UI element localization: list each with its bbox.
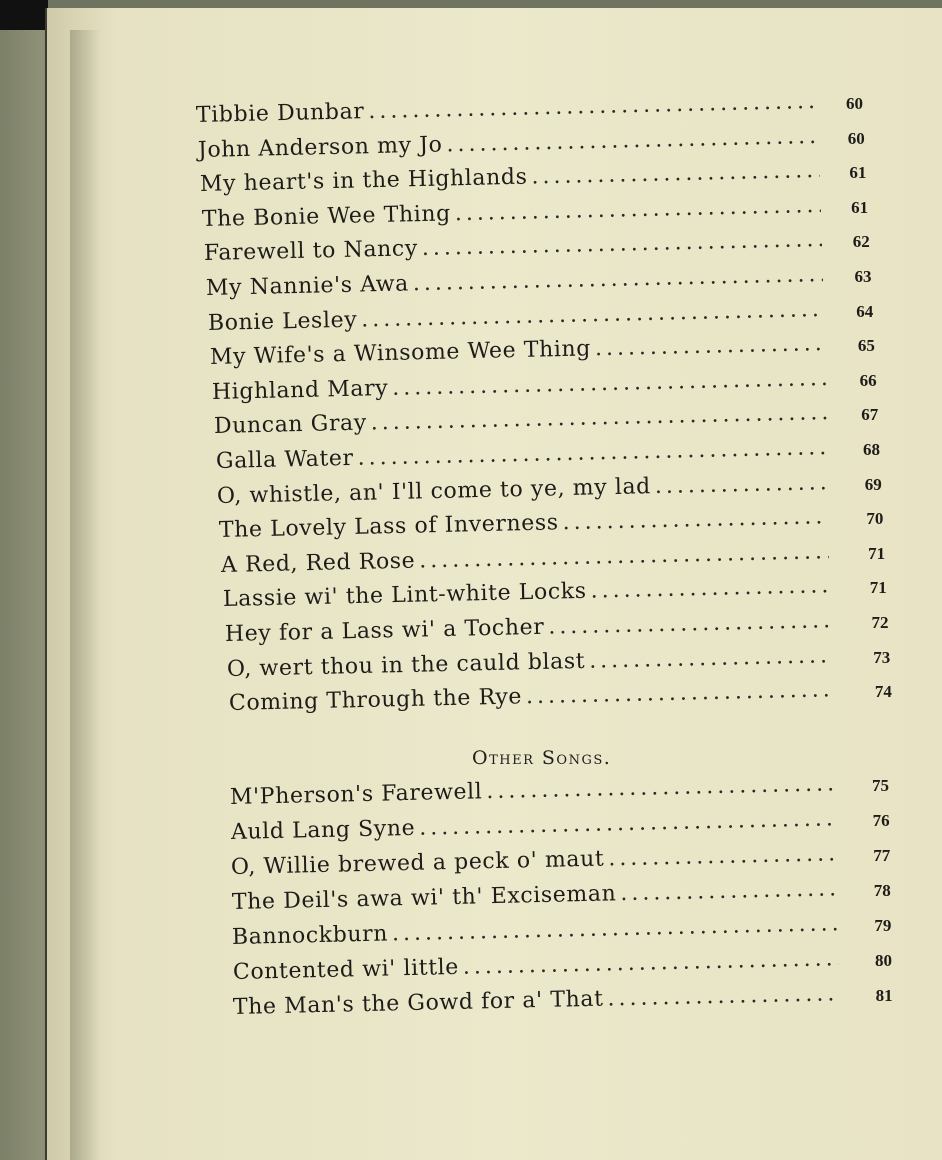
song-title: Tibbie Dunbar bbox=[195, 99, 365, 128]
song-title: My Nannie's Awa bbox=[205, 271, 409, 301]
song-title: My heart's in the Highlands bbox=[199, 164, 528, 198]
song-title: Bonie Lesley bbox=[207, 307, 358, 336]
song-title: My Wife's a Winsome Wee Thing bbox=[209, 336, 591, 371]
song-title: O, Willie brewed a peck o' maut bbox=[230, 846, 605, 880]
song-title: Lassie wi' the Lint-white Locks bbox=[223, 579, 588, 613]
leader-dots bbox=[608, 841, 838, 871]
song-title: John Anderson my Jo bbox=[197, 132, 443, 163]
page-number: 72 bbox=[871, 613, 889, 632]
song-title: O, whistle, an' I'll come to ye, my lad bbox=[217, 473, 652, 509]
page-number: 64 bbox=[856, 301, 874, 321]
song-title: Contented wi' little bbox=[232, 954, 459, 985]
song-title: M'Pherson's Farewell bbox=[229, 779, 483, 810]
page-gutter-shadow bbox=[70, 30, 100, 1160]
page-number: 60 bbox=[846, 94, 863, 113]
page-number: 71 bbox=[868, 543, 886, 563]
song-title: Coming Through the Rye bbox=[228, 684, 523, 717]
leader-dots bbox=[589, 643, 832, 674]
song-title: Duncan Gray bbox=[213, 410, 367, 440]
song-title: The Bonie Wee Thing bbox=[201, 201, 451, 232]
page-number: 69 bbox=[864, 474, 882, 494]
page-number: 68 bbox=[863, 440, 880, 459]
page-number: 80 bbox=[875, 951, 892, 970]
page-number: 75 bbox=[872, 776, 889, 795]
song-title: The Lovely Lass of Inverness bbox=[219, 510, 560, 544]
section-heading-other-songs: Other Songs. bbox=[472, 747, 612, 769]
page-number: 81 bbox=[875, 986, 893, 1005]
song-title: Hey for a Lass wi' a Tocher bbox=[224, 614, 545, 647]
song-title: Auld Lang Syne bbox=[230, 815, 415, 845]
page-number: 61 bbox=[851, 197, 869, 217]
page-number: 62 bbox=[852, 232, 870, 252]
leader-dots bbox=[655, 470, 828, 499]
page-number: 63 bbox=[854, 267, 872, 286]
page-number: 61 bbox=[849, 163, 867, 183]
page-number: 74 bbox=[874, 682, 892, 702]
song-title: Bannockburn bbox=[231, 921, 389, 950]
page-number: 77 bbox=[873, 846, 891, 865]
page-number: 60 bbox=[847, 128, 865, 148]
song-title: O, wert thou in the cauld blast bbox=[226, 648, 586, 682]
page-number: 79 bbox=[874, 916, 892, 935]
song-title: A Red, Red Rose bbox=[221, 548, 416, 578]
page-number: 73 bbox=[873, 647, 891, 667]
song-title: The Man's the Gowd for a' That bbox=[232, 986, 604, 1020]
leader-dots bbox=[607, 981, 838, 1011]
page-number: 78 bbox=[873, 881, 891, 900]
page-number: 66 bbox=[859, 370, 877, 390]
page-number: 71 bbox=[869, 578, 887, 598]
song-title: Farewell to Nancy bbox=[203, 236, 418, 267]
page-number: 67 bbox=[861, 405, 879, 425]
page-number: 70 bbox=[866, 509, 884, 529]
song-title: Highland Mary bbox=[211, 375, 389, 405]
song-title: The Deil's awa wi' th' Exciseman bbox=[231, 881, 617, 915]
leader-dots bbox=[620, 876, 839, 906]
page-number: 65 bbox=[857, 336, 875, 356]
page-number: 76 bbox=[872, 811, 890, 830]
song-title: Galla Water bbox=[215, 445, 354, 474]
